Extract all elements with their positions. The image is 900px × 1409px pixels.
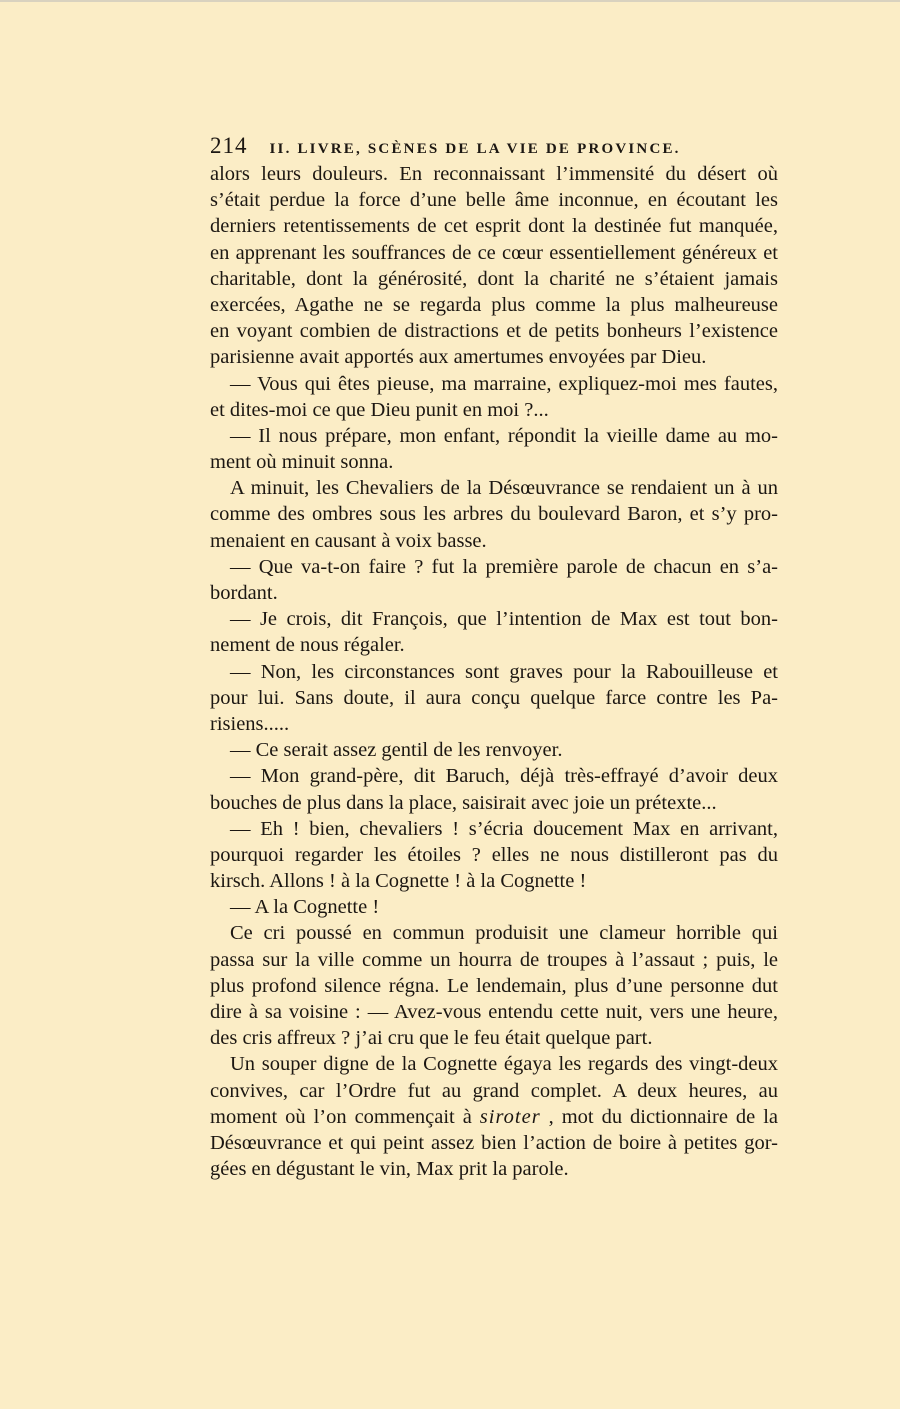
dialogue-line: — Mon grand-père, dit Baruch, déjà très-effrayé d’avoir deux bbox=[230, 765, 778, 788]
text-segment: , mot du dictionnaire de la bbox=[540, 1105, 778, 1128]
text-line: gées en dégustant le vin, Max prit la parole. bbox=[210, 1158, 569, 1181]
text-line: dire à sa voisine : — Avez-vous entendu cette nuit, vers une heure, bbox=[210, 1001, 778, 1023]
dialogue-line: — A la Cognette ! bbox=[230, 896, 380, 919]
text-line: pourquoi regarder les étoiles ? elles ne nous distilleront pas du bbox=[210, 843, 778, 866]
paragraph-start-line: A minuit, les Chevaliers de la Désœuvrance se rendaient un à un bbox=[230, 477, 778, 500]
text-line: comme des ombres sous les arbres du boulevard Baron, et s’y pro- bbox=[210, 503, 778, 526]
dialogue-line: — Il nous prépare, mon enfant, répondit la vieille dame au mo- bbox=[230, 424, 778, 447]
page-number: 214 bbox=[210, 133, 248, 158]
running-head-title: II. LIVRE, SCÈNES DE LA VIE DE PROVINCE. bbox=[269, 141, 681, 157]
text-line: passa sur la ville comme un hourra de troupes à l’assaut ; puis, le bbox=[210, 948, 778, 971]
text-line: derniers retentissements de cet esprit dont la destinée fut manquée, bbox=[210, 215, 778, 238]
text-line: en apprenant les souffrances de ce cœur essentiellement généreux et bbox=[210, 241, 778, 264]
text-line: s’était perdue la force d’une belle âme inconnue, en écoutant les bbox=[210, 189, 778, 212]
text-line: kirsch. Allons ! à la Cognette ! à la Cognette ! bbox=[210, 870, 587, 893]
book-page bbox=[210, 131, 778, 1182]
text-line: en voyant combien de distractions et de petits bonheurs l’existence bbox=[210, 320, 778, 343]
running-head bbox=[210, 131, 778, 161]
text-line: parisienne avait apportés aux amertumes envoyées par Dieu. bbox=[210, 346, 707, 369]
dialogue-line: — Eh ! bien, chevaliers ! s’écria doucement Max en arrivant, bbox=[230, 817, 778, 840]
text-line: et dites-moi ce que Dieu punit en moi ?... bbox=[210, 398, 549, 421]
text-line: bouches de plus dans la place, saisirait avec joie un prétexte... bbox=[210, 791, 717, 814]
paragraph-start-line: Un souper digne de la Cognette égaya les regards des vingt-deux bbox=[230, 1053, 778, 1076]
text-line: Désœuvrance et qui peint assez bien l’action de boire à petites gor- bbox=[210, 1131, 778, 1154]
dialogue-line: — Vous qui êtes pieuse, ma marraine, expliquez-moi mes fautes, bbox=[230, 372, 778, 395]
italic-word: siroter bbox=[479, 1105, 541, 1128]
text-line: alors leurs douleurs. En reconnaissant l’immensité du désert où bbox=[210, 163, 778, 185]
text-line: bordant. bbox=[210, 582, 278, 604]
text-line-with-italic bbox=[210, 1104, 778, 1130]
text-line: risiens..... bbox=[210, 712, 290, 735]
dialogue-line: — Ce serait assez gentil de les renvoyer. bbox=[230, 739, 563, 762]
text-line: charitable, dont la générosité, dont la charité ne s’étaient jamais bbox=[210, 267, 778, 290]
text-line: exercées, Agathe ne se regarda plus comme la plus malheureuse bbox=[210, 293, 778, 316]
text-line: nement de nous régaler. bbox=[210, 634, 405, 657]
text-line: convives, car l’Ordre fut au grand complet. A deux heures, au bbox=[210, 1079, 778, 1102]
dialogue-line: — Non, les circonstances sont graves pour la Rabouilleuse et bbox=[230, 660, 778, 683]
text-line: pour lui. Sans doute, il aura conçu quelque farce contre les Pa- bbox=[210, 686, 778, 709]
text-line: plus profond silence régna. Le lendemain, plus d’une personne dut bbox=[210, 974, 778, 997]
body-text bbox=[210, 161, 778, 1182]
scan-top-edge bbox=[0, 0, 900, 2]
text-line: des cris affreux ? j’ai cru que le feu était quelque part. bbox=[210, 1027, 653, 1050]
dialogue-line: — Que va-t-on faire ? fut la première parole de chacun en s’a- bbox=[230, 555, 778, 578]
text-segment: moment où l’on commençait à bbox=[210, 1105, 480, 1128]
dialogue-line: — Je crois, dit François, que l’intention de Max est tout bon- bbox=[230, 608, 778, 631]
text-line: ment où minuit sonna. bbox=[210, 451, 394, 474]
text-line: menaient en causant à voix basse. bbox=[210, 529, 487, 552]
paragraph-start-line: Ce cri poussé en commun produisit une clameur horrible qui bbox=[230, 922, 778, 945]
